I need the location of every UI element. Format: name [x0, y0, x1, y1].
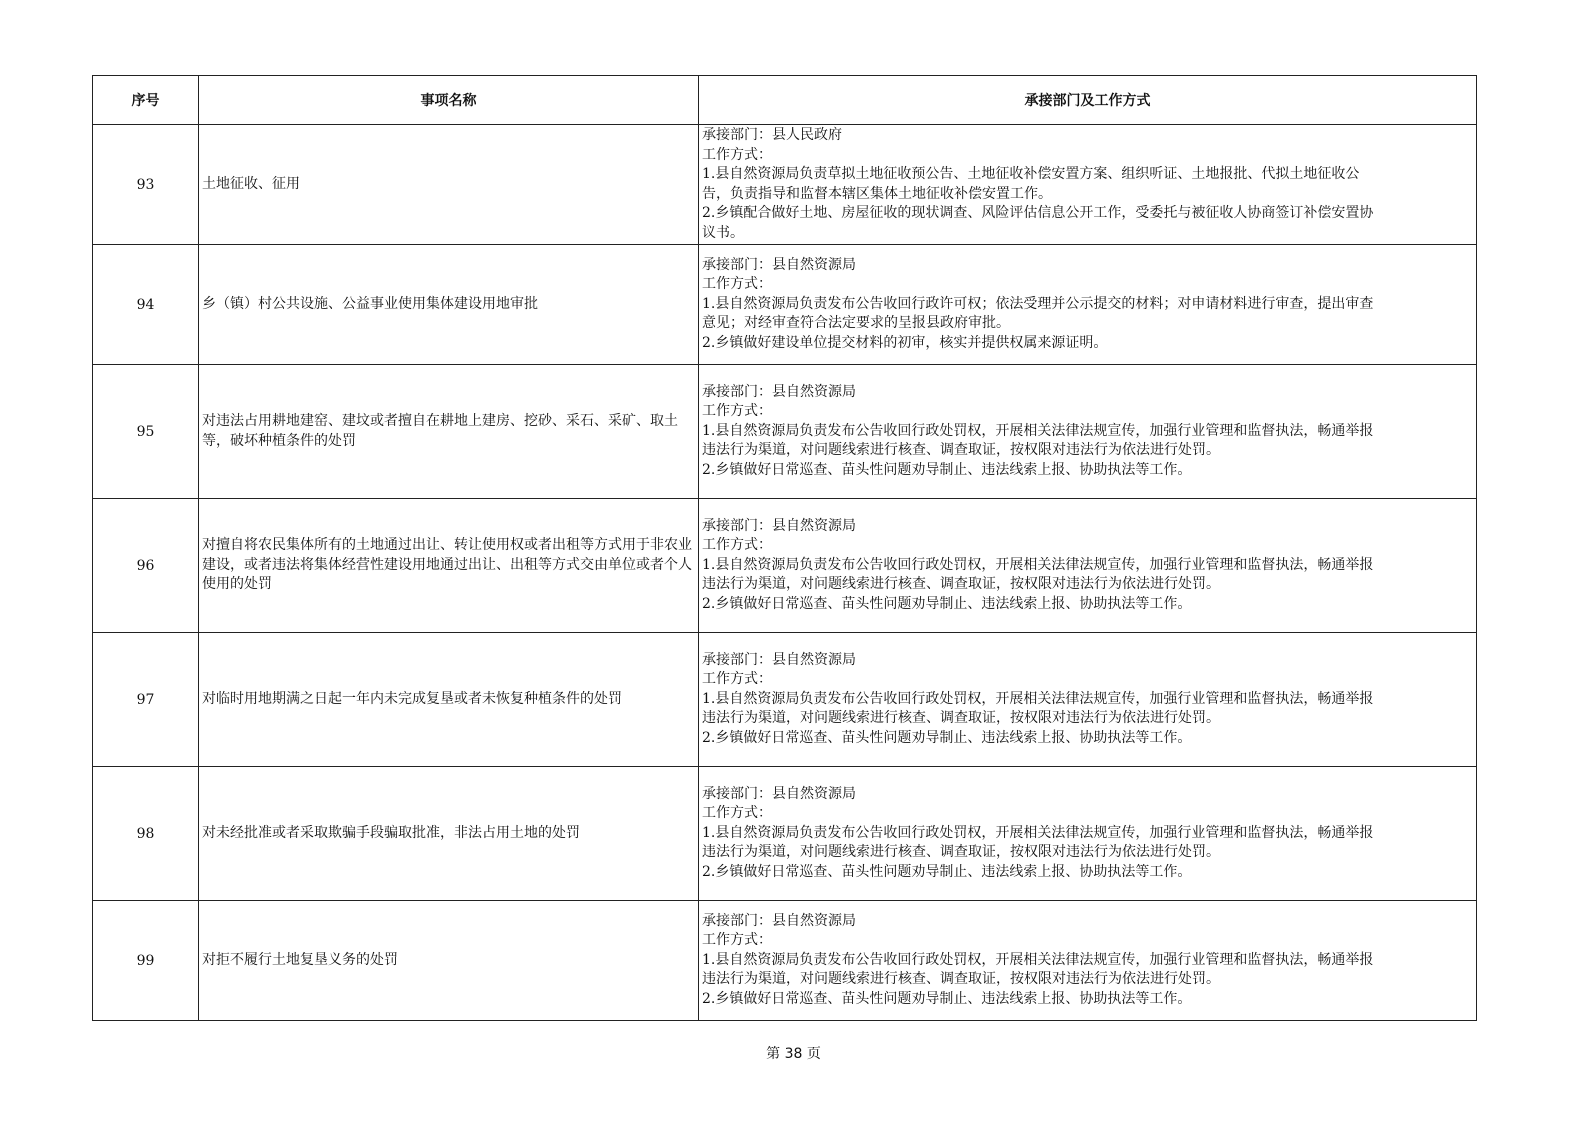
dept-line: 2.乡镇配合做好土地、房屋征收的现状调查、风险评估信息公开工作，受委托与被征收人协商签订补偿安置协 — [702, 205, 1374, 221]
dept-line: 2.乡镇做好日常巡查、苗头性问题劝导制止、违法线索上报、协助执法等工作。 — [702, 461, 1192, 478]
dept-line: 2.乡镇做好日常巡查、苗头性问题劝导制止、违法线索上报、协助执法等工作。 — [702, 863, 1192, 880]
table-row — [93, 499, 1477, 633]
dept-line: 工作方式： — [702, 146, 772, 163]
page-number: 第 38 页 — [766, 1046, 821, 1062]
row-item-name: 对临时用地期满之日起一年内未完成复垦或者未恢复种植条件的处罚 — [199, 633, 699, 767]
row-department-and-method — [699, 767, 1477, 901]
row-item-name: 对违法占用耕地建窑、建坟或者擅自在耕地上建房、挖砂、采石、采矿、取土等，破坏种植条件的处罚 — [199, 365, 699, 499]
dept-line: 1.县自然资源局负责草拟土地征收预公告、土地征收补偿安置方案、组织听证、土地报批、代拟土地征收公 — [702, 166, 1360, 182]
dept-line: 工作方式： — [702, 805, 772, 822]
row-department-and-method — [699, 633, 1477, 767]
dept-line: 工作方式： — [702, 276, 772, 293]
dept-line: 违法行为渠道，对问题线索进行核查、调查取证，按权限对违法行为依法进行处罚。 — [702, 576, 1220, 593]
dept-line: 违法行为渠道，对问题线索进行核查、调查取证，按权限对违法行为依法进行处罚。 — [702, 844, 1220, 861]
table-row — [93, 901, 1477, 1021]
table-row — [93, 365, 1477, 499]
row-serial-number: 97 — [93, 633, 199, 767]
header-department-and-method: 承接部门及工作方式 — [699, 76, 1477, 125]
header-item-name: 事项名称 — [199, 76, 699, 125]
dept-line: 1.县自然资源局负责发布公告收回行政处罚权，开展相关法律法规宣传，加强行业管理和监督执法，畅通举报 — [702, 951, 1374, 968]
table-header-row — [93, 76, 1477, 125]
row-department-and-method — [699, 245, 1477, 365]
dept-line: 1.县自然资源局负责发布公告收回行政处罚权，开展相关法律法规宣传，加强行业管理和监督执法，畅通举报 — [702, 422, 1374, 439]
row-item-name: 对擅自将农民集体所有的土地通过出让、转让使用权或者出租等方式用于非农业建设，或者违法将集体经营性建设用地通过出让、出租等方式交由单位或者个人使用的处罚 — [199, 499, 699, 633]
row-serial-number: 96 — [93, 499, 199, 633]
dept-line: 违法行为渠道，对问题线索进行核查、调查取证，按权限对违法行为依法进行处罚。 — [702, 710, 1220, 727]
row-item-name: 土地征收、征用 — [199, 125, 699, 245]
dept-line: 工作方式： — [702, 671, 772, 688]
table-body — [93, 125, 1477, 1021]
row-item-name: 乡（镇）村公共设施、公益事业使用集体建设用地审批 — [199, 245, 699, 365]
dept-line: 工作方式： — [702, 537, 772, 554]
row-department-and-method — [699, 499, 1477, 633]
matters-table — [92, 75, 1477, 1021]
dept-line: 告，负责指导和监督本辖区集体土地征收补偿安置工作。 — [702, 185, 1052, 202]
row-serial-number: 98 — [93, 767, 199, 901]
row-department-and-method — [699, 901, 1477, 1021]
dept-line: 议书。 — [702, 224, 744, 241]
dept-line: 违法行为渠道，对问题线索进行核查、调查取证，按权限对违法行为依法进行处罚。 — [702, 442, 1220, 459]
dept-line: 承接部门：县自然资源局 — [702, 256, 856, 273]
row-department-and-method — [699, 125, 1477, 245]
dept-line: 承接部门：县人民政府 — [702, 127, 842, 143]
table-row — [93, 125, 1477, 245]
dept-line: 意见；对经审查符合法定要求的呈报县政府审批。 — [702, 315, 1010, 332]
dept-line: 承接部门：县自然资源局 — [702, 651, 856, 668]
row-serial-number: 94 — [93, 245, 199, 365]
dept-line: 承接部门：县自然资源局 — [702, 785, 856, 802]
header-serial-number: 序号 — [93, 76, 199, 125]
row-item-name: 对未经批准或者采取欺骗手段骗取批准，非法占用土地的处罚 — [199, 767, 699, 901]
dept-line: 承接部门：县自然资源局 — [702, 383, 856, 400]
dept-line: 2.乡镇做好日常巡查、苗头性问题劝导制止、违法线索上报、协助执法等工作。 — [702, 595, 1192, 612]
dept-line: 1.县自然资源局负责发布公告收回行政处罚权，开展相关法律法规宣传，加强行业管理和监督执法，畅通举报 — [702, 690, 1374, 707]
dept-line: 违法行为渠道，对问题线索进行核查、调查取证，按权限对违法行为依法进行处罚。 — [702, 971, 1220, 988]
dept-line: 1.县自然资源局负责发布公告收回行政处罚权，开展相关法律法规宣传，加强行业管理和监督执法，畅通举报 — [702, 556, 1374, 573]
dept-line: 承接部门：县自然资源局 — [702, 517, 856, 534]
row-serial-number: 95 — [93, 365, 199, 499]
dept-line: 工作方式： — [702, 403, 772, 420]
table-row — [93, 633, 1477, 767]
row-serial-number: 99 — [93, 901, 199, 1021]
dept-line: 2.乡镇做好日常巡查、苗头性问题劝导制止、违法线索上报、协助执法等工作。 — [702, 729, 1192, 746]
dept-line: 2.乡镇做好建设单位提交材料的初审，核实并提供权属来源证明。 — [702, 334, 1108, 351]
dept-line: 1.县自然资源局负责发布公告收回行政许可权；依法受理并公示提交的材料；对申请材料进行审查，提出审查 — [702, 295, 1374, 312]
table-row — [93, 767, 1477, 901]
dept-line: 工作方式： — [702, 932, 772, 949]
row-item-name: 对拒不履行土地复垦义务的处罚 — [199, 901, 699, 1021]
dept-line: 2.乡镇做好日常巡查、苗头性问题劝导制止、违法线索上报、协助执法等工作。 — [702, 990, 1192, 1007]
row-serial-number: 93 — [93, 125, 199, 245]
dept-line: 1.县自然资源局负责发布公告收回行政处罚权，开展相关法律法规宣传，加强行业管理和监督执法，畅通举报 — [702, 824, 1374, 841]
row-department-and-method — [699, 365, 1477, 499]
dept-line: 承接部门：县自然资源局 — [702, 912, 856, 929]
table-row — [93, 245, 1477, 365]
